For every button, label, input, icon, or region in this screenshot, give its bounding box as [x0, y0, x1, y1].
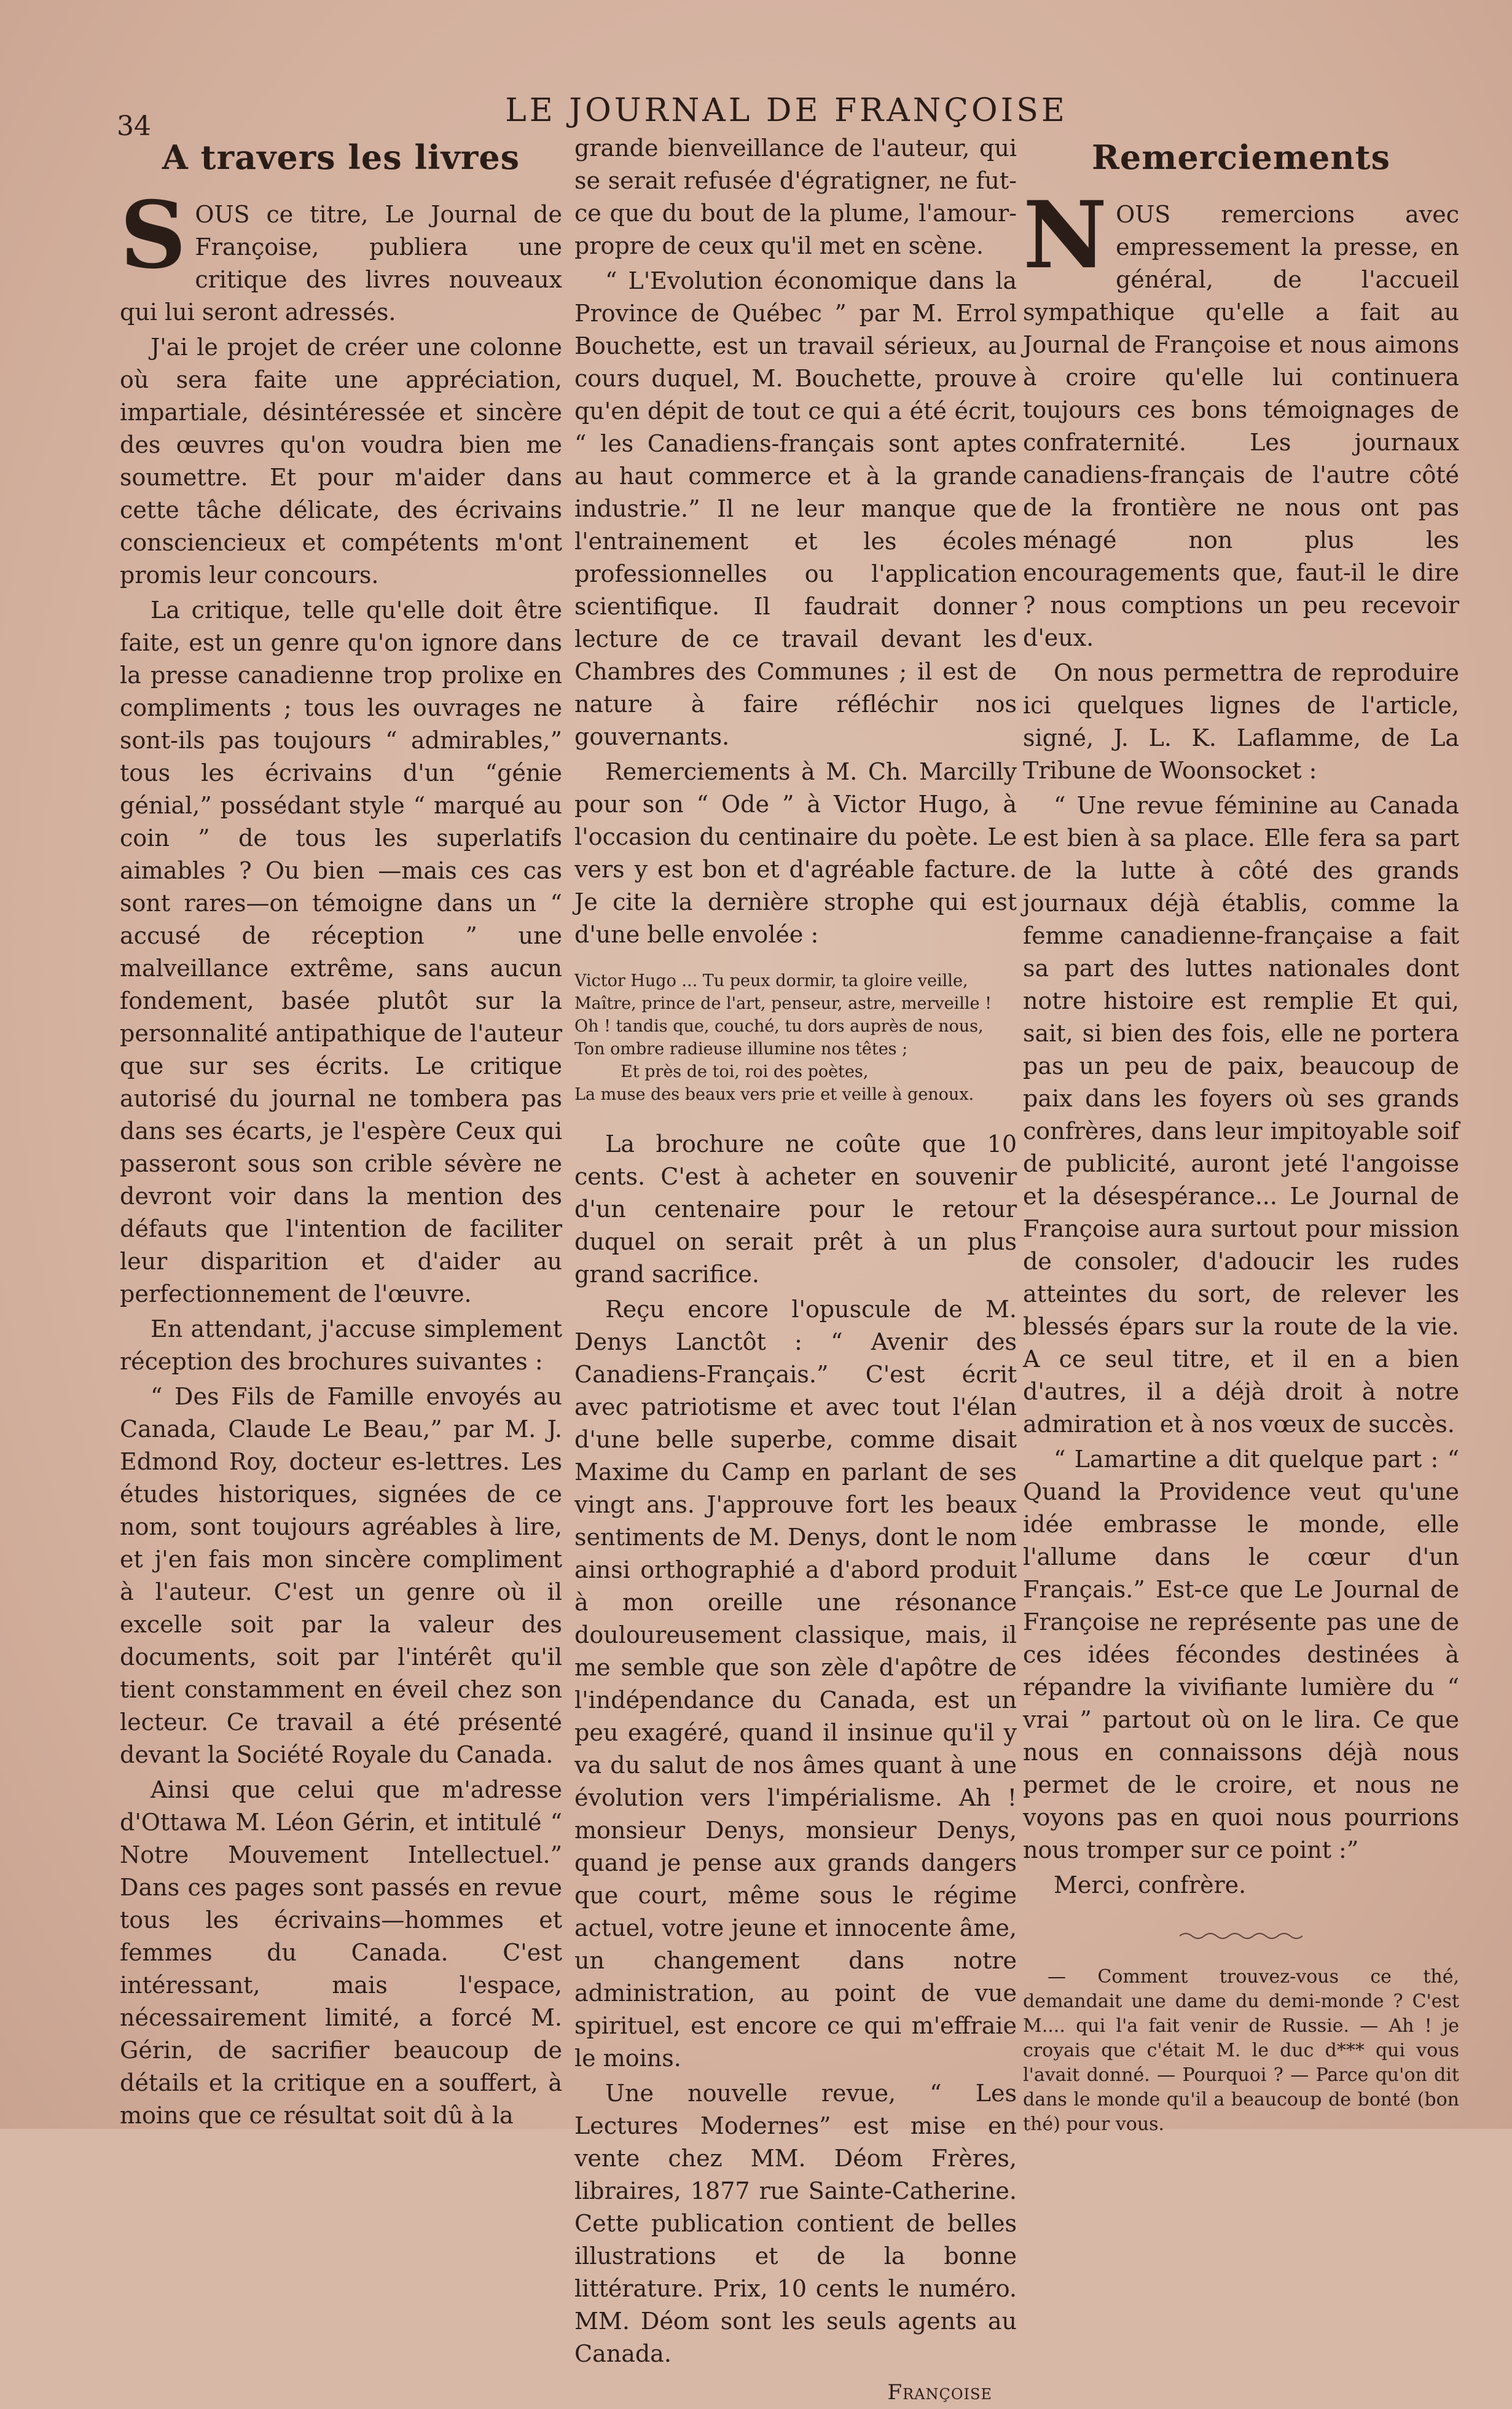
- poem-line: Maître, prince de l'art, penseur, astre, merveille !: [574, 994, 992, 1013]
- paragraph: “ Des Fils de Famille envoyés au Canada, Claude Le Beau,” par M. J. Edmond Roy, docteur es-lettres. Les études historiques, signées de ce nom, sont toujours agréables à lire, et j'en fais mon sincère compliment à l'auteur. C'est un genre où il excelle soit par la valeur des documents, soit par l'intérêt qu'il tient constamment en éveil chez son lecteur. Ce travail a été présenté devant la Société Royale du Canada.: [120, 1383, 562, 1768]
- column-thanks: [1023, 135, 1459, 2139]
- paragraph: Une nouvelle revue, “ Les Lectures Modernes” est mise en vente chez MM. Déom Frères, libraires, 1877 rue Sainte-Catherine. Cette publication contient de belles illustrations et de la bonne littérature. Prix, 10 cents le numéro. MM. Déom sont les seuls agents au Canada.: [574, 2080, 1017, 2367]
- journal-title: LE JOURNAL DE FRANÇOISE: [505, 92, 1068, 129]
- poem-line: Oh ! tandis que, couché, tu dors auprès de nous,: [574, 1017, 984, 1036]
- section-title-books: A travers les livres: [162, 138, 520, 177]
- paragraph: La critique, telle qu'elle doit être faite, est un genre qu'on ignore dans la presse canadienne trop prolixe en compliments ; tous les ouvrages ne sont-ils pas toujours “ admirables,” tous les écrivains d'un “génie génial,” possédant style “ marqué au coin ” de tous les superlatifs aimables ? Ou bien —mais ces cas sont rares—on témoigne dans un “ accusé de réception ” une malveillance extrême, sans aucun fondement, basée plutôt sur la personnalité antipathique de l'auteur que sur ses écrits. Le critique autorisé du journal ne tombera pas dans ses écarts, je l'espère Ceux qui passeront sous son crible sévère ne devront voir dans la mention des défauts que l'intention de faciliter leur disparition et d'aider au perfectionnement de l'œuvre.: [120, 597, 562, 1307]
- anecdote: — Comment trouvez-vous ce thé, demandait une dame du demi-monde ? C'est M.... qui l'a fait venir de Russie. — Ah ! je croyais que c'était M. le duc d*** qui vous l'avait donné. — Pourquoi ? — Parce qu'on dit dans le monde qu'il a beaucoup de bonté (bon thé) pour vous.: [1023, 1966, 1459, 2135]
- paragraph: Reçu encore l'opuscule de M. Denys Lanctôt : “ Avenir des Canadiens-Français.” C'est écrit avec patriotisme et avec tout l'élan d'une belle superbe, comme disait Maxime du Camp en parlant de ses vingt ans. J'approuve fort les beaux sentiments de M. Denys, dont le nom ainsi orthographié a d'abord produit à mon oreille une résonance douloureusement classique, mais, il me semble que son zèle d'apôtre de l'indépendance du Canada, est un peu exagéré, quand il insinue qu'il y va du salut de nos âmes quant à une évolution vers l'impérialisme. Ah ! monsieur Denys, monsieur Denys, quand je pense aux grands dangers que court, même sous le régime actuel, votre jeune et innocente âme, un changement dans notre administration, au point de vue spirituel, est encore ce qui m'effraie le moins.: [574, 1296, 1017, 2072]
- paragraph: [1023, 181, 1459, 654]
- signature: Françoise: [887, 2380, 992, 2405]
- paragraph-text: OUS remercions avec empressement la presse, en général, de l'accueil sympathique qu'elle a fait au Journal de Françoise et nous aimons à croire qu'elle lui continuera toujours ces bons témoignages de confraternité. Les journaux canadiens-français de l'autre côté de la frontière ne nous ont pas ménagé non plus les encouragements que, faut-il le dire ? nous comptions un peu recevoir d'eux.: [1023, 201, 1459, 651]
- paragraph: Merci, confrère.: [1054, 1871, 1247, 1898]
- paragraph: grande bienveillance de l'auteur, qui se serait refusée d'égratigner, ne fut-ce que du bout de la plume, l'amour-propre de ceux qu'il met en scène.: [574, 135, 1017, 259]
- ornamental-divider: [1023, 1920, 1459, 1953]
- paragraph: J'ai le projet de créer une colonne où sera faite une appréciation, impartiale, désintéressée et sincère des œuvres qu'on voudra bien me soumettre. Et pour m'aider dans cette tâche délicate, des écrivains consciencieux et compétents m'ont promis leur concours.: [120, 334, 562, 589]
- page-number: 34: [117, 111, 151, 142]
- paragraph: [120, 181, 562, 329]
- paragraph-text: OUS ce titre, Le Journal de Françoise, publiera une critique des livres nouveaux qui lui seront adressés.: [120, 201, 562, 326]
- drop-cap: S: [120, 181, 187, 289]
- paragraph: Ainsi que celui que m'adresse d'Ottawa M. Léon Gérin, et intitulé “ Notre Mouvement Intellectuel.” Dans ces pages sont passés en revue tous les écrivains—hommes et femmes du Canada. C'est intéressant, mais l'espace, nécessairement limité, a forcé M. Gérin, de sacrifier beaucoup de détails et la critique en a souffert, à moins que ce résultat soit dû à la: [120, 1776, 562, 2129]
- page-header: [117, 92, 1456, 142]
- column-books-continued: [574, 132, 1017, 2409]
- paragraph: Remerciements à M. Ch. Marcilly pour son “ Ode ” à Victor Hugo, à l'occasion du centinaire du poète. Le vers y est bon et d'agréable facture. Je cite la dernière strophe qui est d'une belle envolée :: [574, 758, 1017, 948]
- section-title-thanks: Remerciements: [1091, 138, 1391, 177]
- poem-line: Et près de toi, roi des poètes,: [621, 1062, 869, 1081]
- paragraph: “ L'Evolution économique dans la Province de Québec ” par M. Errol Bouchette, est un travail sérieux, au cours duquel, M. Bouchette, prouve qu'en dépit de tout ce qui a été écrit, “ les Canadiens-français sont aptes au haut commerce et à la grande industrie.” Il ne leur manque que l'entrainement et les écoles professionnelles ou l'application scientifique. Il faudrait donner lecture de ce travail devant les Chambres des Communes ; il est de nature à faire réfléchir nos gouvernants.: [574, 267, 1017, 750]
- poem-stanza: [574, 969, 1017, 1106]
- paragraph: En attendant, j'accuse simplement réception des brochures suivantes :: [120, 1315, 562, 1375]
- paragraph: On nous permettra de reproduire ici quelques lignes de l'article, signé, J. L. K. Laflamme, de La Tribune de Woonsocket :: [1023, 659, 1459, 784]
- poem-line: La muse des beaux vers prie et veille à genoux.: [574, 1085, 974, 1104]
- poem-line: Ton ombre radieuse illumine nos têtes ;: [574, 1040, 908, 1059]
- poem-line: Victor Hugo ... Tu peux dormir, ta gloire veille,: [574, 971, 968, 990]
- drop-cap: N: [1023, 181, 1108, 289]
- paragraph: “ Une revue féminine au Canada est bien à sa place. Elle fera sa part de la lutte à côté des grands journaux déjà établis, comme la femme canadienne-française a fait sa part des luttes nationales dont notre histoire est remplie Et qui, sait, si bien des fois, elle ne portera pas un peu de paix, beaucoup de paix dans les foyers où ses grands confrères, dans leur impitoyable soif de publicité, auront jeté l'angoisse et la désespérance... Le Journal de Françoise aura surtout pour mission de consoler, d'adoucir les rudes atteintes du sort, de relever les blessés épars sur la route de la vie. A ce seul titre, et il en a bien d'autres, il a déjà droit à notre admiration et à nos vœux de succès.: [1023, 792, 1459, 1438]
- column-books-review: [120, 135, 562, 2134]
- paragraph: “ Lamartine a dit quelque part : “ Quand la Providence veut qu'une idée embrasse le monde, elle l'allume dans le cœur d'un Français.” Est-ce que Le Journal de Françoise ne représente pas une de ces idées fécondes destinées à répandre la vivifiante lumière du “ vrai ” partout où on le lira. Ce que nous en connaissons déjà nous permet de le croire, et nous ne voyons pas en quoi nous pourrions nous tromper sur ce point :”: [1023, 1446, 1459, 1863]
- wavy-line-icon: [1180, 1931, 1302, 1941]
- paragraph: La brochure ne coûte que 10 cents. C'est à acheter en souvenir d'un centenaire pour le retour duquel on serait prêt à un plus grand sacrifice.: [574, 1130, 1017, 1288]
